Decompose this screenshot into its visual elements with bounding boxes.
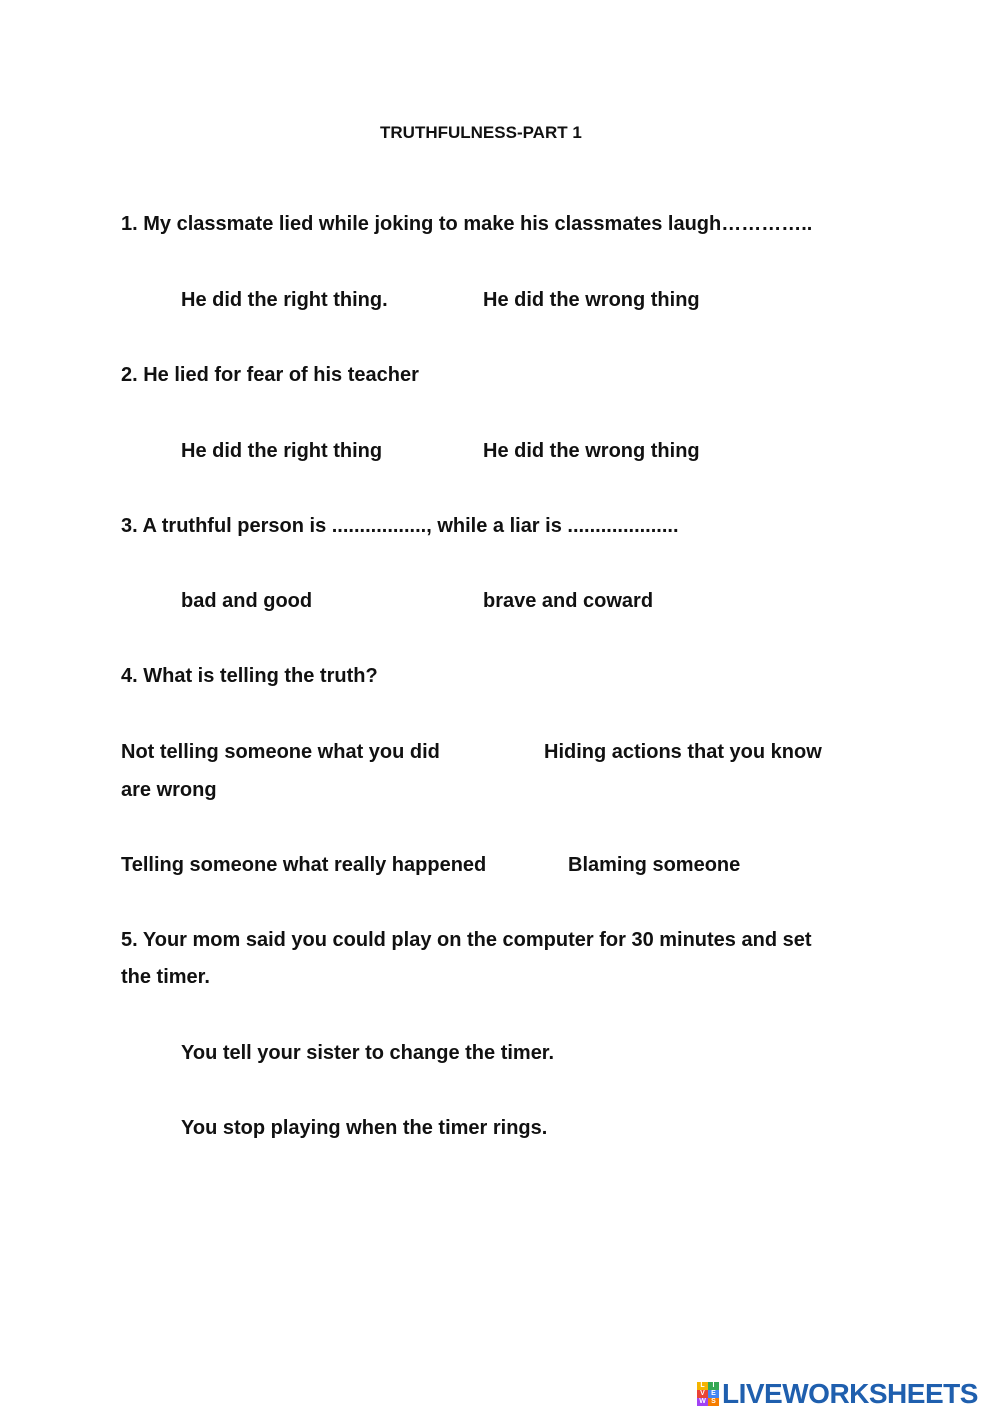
liveworksheets-logo [697, 1378, 978, 1410]
question-4-option-blaming-someone[interactable]: Blaming someone [568, 854, 741, 876]
question-2-option-wrong-thing[interactable]: He did the wrong thing [483, 440, 700, 462]
logo-mark-letter: S [708, 1398, 719, 1406]
question-4-option-not-telling[interactable]: Not telling someone what you did [121, 741, 440, 763]
question-4-option-hiding-actions-continued[interactable]: are wrong [121, 779, 217, 801]
question-4-option-telling-what-happened[interactable]: Telling someone what really happened [121, 854, 487, 876]
liveworksheets-logo-mark-icon [697, 1382, 719, 1406]
question-2-prompt: 2. He lied for fear of his teacher [121, 364, 419, 386]
logo-mark-letter: E [708, 1390, 719, 1398]
logo-mark-letter: I [708, 1382, 719, 1390]
logo-mark-letter: V [697, 1390, 708, 1398]
question-5-option-stop-playing[interactable]: You stop playing when the timer rings. [181, 1117, 548, 1139]
liveworksheets-logo-text: LIVEWORKSHEETS [722, 1378, 978, 1409]
question-3-option-bad-and-good[interactable]: bad and good [181, 590, 313, 612]
logo-mark-letter: L [697, 1382, 708, 1390]
question-5-prompt-continued: the timer. [121, 966, 210, 988]
question-4-option-hiding-actions[interactable]: Hiding actions that you know [544, 741, 822, 763]
question-5-prompt: 5. Your mom said you could play on the computer for 30 minutes and set [121, 929, 812, 951]
question-1-option-wrong-thing[interactable]: He did the wrong thing [483, 289, 700, 311]
worksheet-title: TRUTHFULNESS-PART 1 [380, 123, 582, 142]
question-4-prompt: 4. What is telling the truth? [121, 665, 378, 687]
question-1-prompt: 1. My classmate lied while joking to make his classmates laugh………….. [121, 213, 813, 235]
question-1-option-right-thing[interactable]: He did the right thing. [181, 289, 388, 311]
logo-mark-letter: W [697, 1398, 708, 1406]
question-3-option-brave-and-coward[interactable]: brave and coward [483, 590, 654, 612]
question-5-option-change-timer[interactable]: You tell your sister to change the timer. [181, 1042, 555, 1064]
question-2-option-right-thing[interactable]: He did the right thing [181, 440, 383, 462]
question-3-prompt: 3. A truthful person is ................., while a liar is .................... [121, 515, 679, 537]
